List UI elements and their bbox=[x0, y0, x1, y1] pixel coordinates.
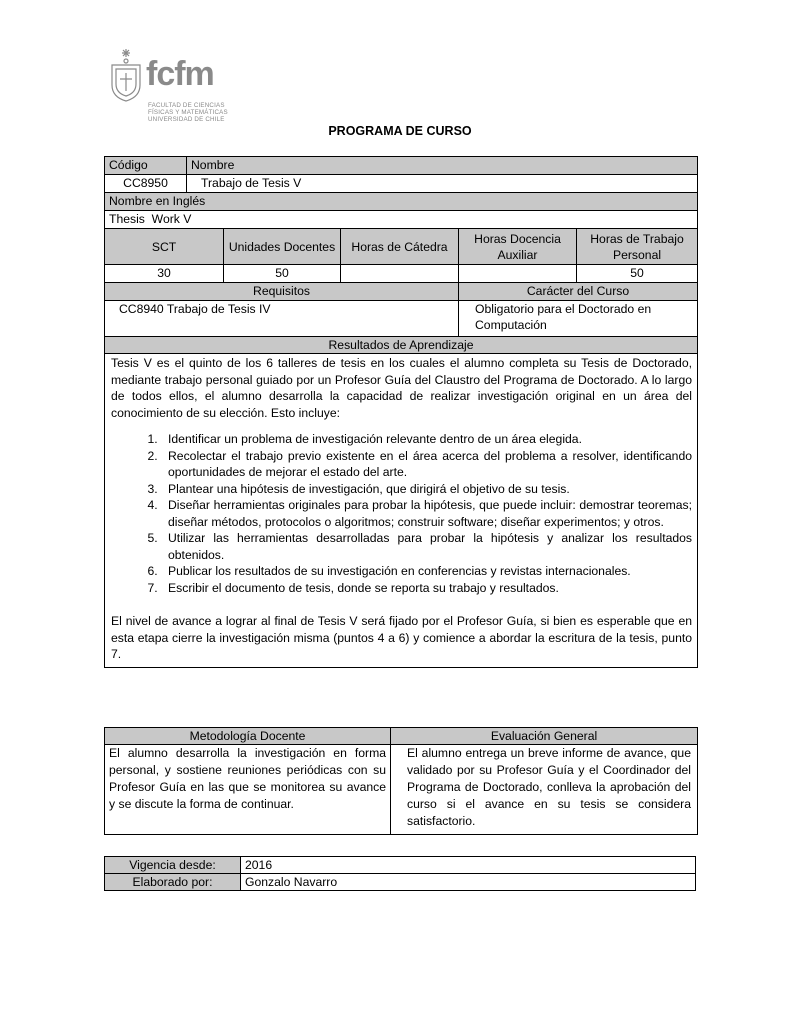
english-name: Thesis Work V bbox=[105, 211, 698, 229]
list-item: 5. Utilizar las herramientas desarrolladas para probar la hipótesis y analizar los resultados obtenidos. bbox=[161, 530, 692, 563]
footer-table bbox=[104, 856, 696, 891]
resultados-intro: Tesis V es el quinto de los 6 talleres de tesis en los cuales el alumno completa su Tesis de Doctorado, mediante trabajo personal guiado por un Profesor Guía del Claustro del Programa de Doctorado. A lo largo de todos ellos, el alumno desarrolla la capacidad de realizar investigación original en un área del conocimiento de su elección. Esto incluye: bbox=[111, 356, 693, 420]
resultados-content bbox=[105, 354, 698, 668]
unidades-value: 50 bbox=[224, 265, 341, 283]
resultados-outro: El nivel de avance a lograr al final de Tesis V será fijado por el Profesor Guía, si bien es esperable que en esta etapa cierre la investigación misma (puntos 4 a 6) y comience a abordar la escritura de la tesis, punto 7. bbox=[111, 614, 693, 661]
code-label: Código bbox=[105, 157, 187, 175]
course-table bbox=[104, 156, 698, 668]
caracter-value: Obligatorio para el Doctorado en Computación bbox=[459, 301, 698, 337]
course-code: CC8950 bbox=[105, 175, 187, 193]
resultados-list bbox=[111, 431, 692, 596]
vigencia-value: 2016 bbox=[241, 857, 696, 874]
name-label: Nombre bbox=[187, 157, 698, 175]
metodologia-evaluacion-table bbox=[104, 727, 698, 835]
requisitos-value: CC8940 Trabajo de Tesis IV bbox=[105, 301, 459, 337]
catedra-value bbox=[341, 265, 459, 283]
auxiliar-value bbox=[459, 265, 577, 283]
sct-header: SCT bbox=[105, 229, 224, 265]
list-item: 1. Identificar un problema de investigación relevante dentro de un área elegida. bbox=[161, 431, 692, 448]
caracter-label: Carácter del Curso bbox=[459, 283, 698, 301]
logo-subtitle-3: UNIVERSIDAD DE CHILE bbox=[148, 116, 225, 123]
list-item: 2. Recolectar el trabajo previo existente en el área acerca del problema a resolver, identificando oportunidades de mejorar el estado del arte. bbox=[161, 448, 692, 481]
english-name-label: Nombre en Inglés bbox=[105, 193, 698, 211]
metodologia-label: Metodología Docente bbox=[105, 728, 391, 745]
elaborado-value: Gonzalo Navarro bbox=[241, 874, 696, 891]
evaluacion-label: Evaluación General bbox=[391, 728, 698, 745]
fcfm-logo bbox=[108, 45, 238, 127]
elaborado-label: Elaborado por: bbox=[105, 874, 241, 891]
unidades-header: Unidades Docentes bbox=[224, 229, 341, 265]
list-item: 4. Diseñar herramientas originales para probar la hipótesis, que puede incluir: demostrar teoremas; diseñar métodos, protocolos o algoritmos; construir software; diseñar experimentos; y otros. bbox=[161, 497, 692, 530]
page-title: PROGRAMA DE CURSO bbox=[328, 124, 472, 138]
logo-text: fcfm bbox=[146, 55, 214, 93]
evaluacion-text: El alumno entrega un breve informe de avance, que validado por su Profesor Guía y el Coordinador del Programa de Doctorado, conlleva la aprobación del curso si el avance en su tesis se considera satisfactorio. bbox=[391, 745, 698, 835]
list-item: 7. Escribir el documento de tesis, donde se reporta su trabajo y resultados. bbox=[161, 580, 692, 597]
catedra-header: Horas de Cátedra bbox=[341, 229, 459, 265]
logo-subtitle-2: FÍSICAS Y MATEMÁTICAS bbox=[148, 109, 228, 116]
personal-value: 50 bbox=[577, 265, 698, 283]
metodologia-text: El alumno desarrolla la investigación en forma personal, y sostiene reuniones periódicas con su Profesor Guía en las que se monitorea su avance y se discute la forma de continuar. bbox=[105, 745, 391, 835]
list-item: 6. Publicar los resultados de su investigación en conferencias y revistas internacionales. bbox=[161, 563, 692, 580]
sct-value: 30 bbox=[105, 265, 224, 283]
requisitos-label: Requisitos bbox=[105, 283, 459, 301]
personal-header: Horas de Trabajo Personal bbox=[577, 229, 698, 265]
list-item: 3. Plantear una hipótesis de investigación, que dirigirá el objetivo de su tesis. bbox=[161, 481, 692, 498]
university-seal-icon bbox=[108, 45, 144, 105]
logo-subtitle-1: FACULTAD DE CIENCIAS bbox=[148, 102, 225, 109]
course-name: Trabajo de Tesis V bbox=[187, 175, 698, 193]
resultados-label: Resultados de Aprendizaje bbox=[105, 337, 698, 354]
auxiliar-header: Horas Docencia Auxiliar bbox=[459, 229, 577, 265]
vigencia-label: Vigencia desde: bbox=[105, 857, 241, 874]
